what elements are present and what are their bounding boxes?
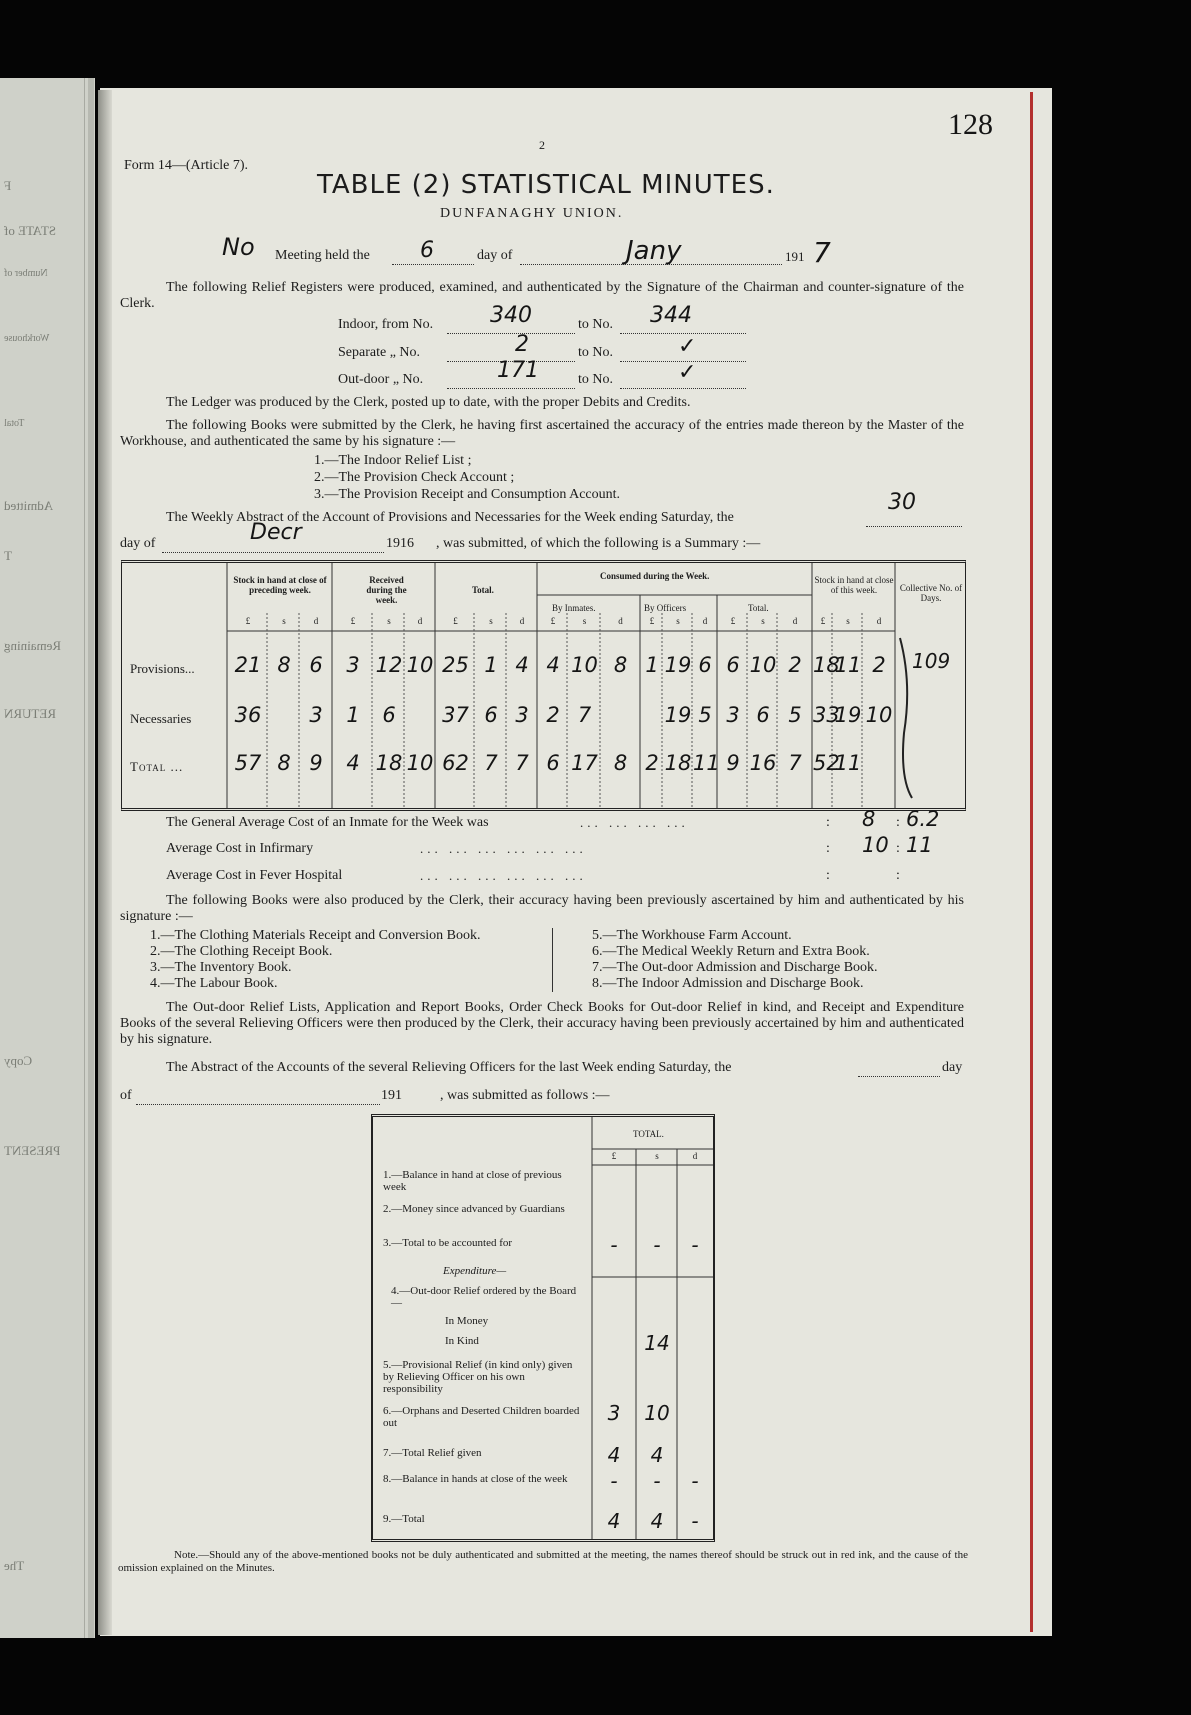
lsd-header-cell: d: [792, 616, 798, 626]
lsd-header-cell: s: [761, 616, 765, 626]
summary-cell: 4: [515, 653, 529, 677]
average-shillings: 8: [862, 807, 876, 831]
relief-value-cell: -: [653, 1469, 661, 1493]
summary-cell: 18: [813, 653, 840, 677]
summary-cell: 36: [234, 703, 262, 727]
relief-value-cell: 4: [607, 1509, 621, 1533]
register-indoor-label: Indoor, from No.: [338, 317, 434, 332]
summary-cell: 1: [346, 703, 360, 727]
relief-value-cell: 10: [644, 1401, 670, 1425]
lsd-header-cell: £: [350, 616, 356, 626]
register-outdoor-to-label: to No.: [578, 372, 613, 387]
header-stock-start: Stock in hand at close of preceding week.: [233, 575, 327, 595]
books-paragraph: The following Books were submitted by the Clerk, he having first ascertained the accuracy of the entries made thereon by the Master of the Workhouse, and authenticated the same by his signature :—: [120, 418, 964, 449]
show-through-text: Total: [4, 418, 25, 429]
register-outdoor-from: 171: [497, 358, 539, 383]
summary-cell: 6: [309, 653, 323, 677]
books-divider: [552, 928, 553, 992]
average-leader-dots: ... ... ... ... ... ...: [420, 841, 587, 856]
abstract-year: 191: [381, 1088, 402, 1103]
lsd-header-cell: £: [245, 616, 251, 626]
abstract-text: The Abstract of the Accounts of the several Relieving Officers for the last Week ending Saturday, the: [166, 1060, 732, 1075]
summary-cell: 12: [375, 653, 403, 677]
summary-cell: 10: [865, 703, 893, 727]
lsd-header-cell: s: [387, 616, 391, 626]
book2-item: 2.—The Clothing Receipt Book.: [150, 944, 333, 959]
summary-cell: 19: [834, 703, 862, 727]
show-through-text: Workhouse: [4, 333, 50, 344]
summary-cell: 37: [442, 703, 469, 727]
average-colon: :: [896, 868, 900, 883]
book2-item: 1.—The Clothing Materials Receipt and Conversion Book.: [150, 928, 481, 943]
weekly-abstract-text: The Weekly Abstract of the Account of Provisions and Necessaries for the Week ending Saturday, the: [166, 510, 734, 525]
summary-cell: 10: [406, 653, 434, 677]
relief-value-cell: -: [610, 1469, 618, 1493]
summary-cell: 6: [756, 703, 770, 727]
abstract-date-line: [136, 1098, 380, 1105]
relief-abstract-table: [371, 1114, 715, 1542]
meeting-number: No: [222, 233, 255, 261]
summary-cell: 2: [872, 653, 886, 677]
average-leader-dots: ... ... ... ...: [580, 815, 689, 830]
summary-cell: 19: [664, 653, 692, 677]
average-colon: :: [896, 815, 900, 830]
show-through-text: F: [4, 178, 12, 193]
inner-page-number: 2: [539, 138, 545, 152]
meeting-day-of-label: day of: [477, 248, 513, 263]
book2-item: 6.—The Medical Weekly Return and Extra Book.: [592, 944, 870, 959]
summary-cell: 3: [515, 703, 529, 727]
relief-value-cell: 4: [650, 1443, 664, 1467]
weekly-abstract-day-of: day of: [120, 536, 156, 551]
summary-cell: 6: [382, 703, 396, 727]
summary-cell: 1: [484, 653, 498, 677]
relief-row-label: In Money: [445, 1315, 489, 1327]
summary-cell: 1: [645, 653, 659, 677]
lsd-header-cell: s: [676, 616, 680, 626]
registers-paragraph: The following Relief Registers were produced, examined, and authenticated by the Signature of the Chairman and counter-signature of the Clerk.: [120, 280, 964, 311]
summary-cell: 8: [277, 653, 291, 677]
average-shillings: 10: [862, 833, 889, 857]
ledger-text: The Ledger was produced by the Clerk, posted up to date, with the proper Debits and Credits.: [166, 395, 691, 410]
lsd-header-cell: s: [489, 616, 493, 626]
union-name: DUNFANAGHY UNION.: [440, 206, 624, 221]
average-label: The General Average Cost of an Inmate for the Week was: [166, 815, 489, 830]
relief-row-label: 7.—Total Relief given: [383, 1447, 482, 1459]
summary-cell: 4: [346, 751, 360, 775]
facing-page-edge: [0, 78, 95, 1638]
relief-value-cell: -: [691, 1233, 699, 1257]
summary-cell: 62: [442, 751, 469, 775]
summary-row-label: Necessaries: [130, 711, 192, 726]
summary-cell: 7: [577, 703, 592, 727]
meeting-year-prefix: 191: [785, 249, 805, 264]
relief-row-label: 5.—Provisional Relief (in kind only) given by Relieving Officer on his own responsibility: [383, 1359, 573, 1395]
weekly-abstract-month: Decr: [250, 520, 302, 545]
summary-cell: 16: [749, 751, 777, 775]
weekly-abstract-summary-text: , was submitted, of which the following is a Summary :—: [436, 536, 761, 551]
margin-rule: [1030, 92, 1033, 1632]
summary-cell: 18: [375, 751, 403, 775]
relief-value-cell: 4: [650, 1509, 664, 1533]
relief-row-label: 9.—Total: [383, 1513, 425, 1525]
show-through-text: Number of: [4, 268, 48, 279]
summary-cell: 2: [546, 703, 560, 727]
summary-row-label: Provisions...: [130, 661, 195, 676]
meeting-year-suffix: 7: [813, 236, 831, 269]
summary-cell: 7: [515, 751, 529, 775]
weekly-abstract-day: 30: [888, 490, 916, 515]
summary-cell: 11: [834, 751, 862, 775]
average-colon: :: [826, 815, 830, 830]
relief-lsd-header-cell: d: [692, 1151, 698, 1161]
summary-cell: 6: [698, 653, 712, 677]
summary-cell: 17: [571, 751, 598, 775]
abstract-day-label: day: [942, 1060, 963, 1075]
summary-cell: 10: [749, 653, 777, 677]
header-received: Received during the week.: [366, 575, 407, 605]
summary-cell: 6: [484, 703, 498, 727]
lsd-header-cell: d: [702, 616, 708, 626]
summary-cell: 10: [406, 751, 434, 775]
summary-cell: 2: [645, 751, 659, 775]
show-through-text: The: [4, 1558, 25, 1573]
relief-row-label: 8.—Balance in hands at close of the week: [383, 1473, 568, 1485]
summary-cell: 5: [698, 703, 712, 727]
average-leader-dots: ... ... ... ... ... ...: [420, 868, 587, 883]
relief-row-label: Expenditure—: [443, 1265, 507, 1277]
book-gutter: [98, 90, 112, 1635]
lsd-header-cell: £: [550, 616, 556, 626]
relief-abstract-total-header: TOTAL.: [633, 1129, 664, 1139]
meeting-day: 6: [420, 238, 434, 263]
summary-cell: 8: [613, 751, 628, 775]
book-item-2: 2.—The Provision Check Account ;: [314, 470, 515, 485]
relief-value-cell: -: [610, 1233, 618, 1257]
lsd-header-cell: d: [313, 616, 319, 626]
page-number: 128: [948, 108, 993, 141]
summary-cell: 25: [442, 653, 469, 677]
relief-value-cell: 4: [607, 1443, 621, 1467]
header-stock-end: Stock in hand at close of this week.: [814, 575, 894, 595]
summary-cell: 21: [234, 653, 262, 677]
relief-value-cell: -: [691, 1509, 699, 1533]
header-total: Total.: [472, 585, 494, 595]
average-colon: :: [826, 841, 830, 856]
summary-table: [121, 560, 966, 811]
relief-row-label: 3.—Total to be accounted for: [383, 1237, 513, 1249]
average-colon: :: [826, 868, 830, 883]
weekly-abstract-year: 1916: [386, 536, 414, 551]
average-pence: 6.2: [906, 807, 940, 831]
summary-cell: 3: [726, 703, 740, 727]
summary-cell: 33: [813, 703, 840, 727]
summary-cell: 57: [234, 751, 262, 775]
summary-cell: 5: [788, 703, 802, 727]
summary-row-label: Total ...: [130, 759, 184, 774]
header-collective: Collective No. of Days.: [899, 583, 963, 603]
summary-cell: 9: [309, 751, 323, 775]
abstract-submitted-text: , was submitted as follows :—: [440, 1088, 610, 1103]
average-label: Average Cost in Fever Hospital: [166, 868, 343, 883]
lsd-header-cell: s: [846, 616, 850, 626]
register-outdoor-to: ✓: [678, 360, 697, 385]
book2-item: 7.—The Out-door Admission and Discharge Book.: [592, 960, 878, 975]
weekly-abstract-month-line: [162, 546, 384, 553]
footnote: Note.—Should any of the above-mentioned books not be duly authenticated and submitted at the meeting, the names thereof should be struck out in red ink, and the cause of the omission explained on the Minutes.: [118, 1549, 968, 1574]
show-through-text: PRESENT: [4, 1143, 61, 1158]
header-by-inmates: By Inmates.: [552, 603, 596, 613]
summary-cell: 8: [613, 653, 628, 677]
register-indoor-from: 340: [490, 303, 532, 328]
book2-item: 3.—The Inventory Book.: [150, 960, 292, 975]
book2-item: 8.—The Indoor Admission and Discharge Book.: [592, 976, 864, 991]
relief-value-cell: 3: [607, 1401, 621, 1425]
show-through-text: Admitted: [4, 498, 54, 513]
register-outdoor-label: Out-door „ No.: [338, 372, 424, 387]
register-separate-to-label: to No.: [578, 345, 613, 360]
lsd-header-cell: s: [282, 616, 286, 626]
register-separate-label: Separate „ No.: [338, 345, 421, 360]
lsd-header-cell: £: [730, 616, 736, 626]
show-through-text: RETURN: [4, 706, 56, 721]
summary-cell: 52: [813, 751, 840, 775]
lsd-header-cell: s: [582, 616, 587, 626]
book-item-3: 3.—The Provision Receipt and Consumption Account.: [314, 487, 621, 502]
page-title: TABLE (2) STATISTICAL MINUTES.: [317, 170, 775, 200]
summary-cell: 10: [571, 653, 598, 677]
show-through-text: STATE of: [4, 223, 57, 238]
relief-row-label: 6.—Orphans and Deserted Children boarded out: [383, 1405, 580, 1429]
collective-days: 109: [912, 649, 951, 673]
summary-cell: 2: [788, 653, 802, 677]
register-indoor-to-label: to No.: [578, 317, 613, 332]
summary-cell: 19: [664, 703, 692, 727]
lsd-header-cell: £: [649, 616, 655, 626]
relief-lsd-header-cell: s: [655, 1151, 659, 1161]
register-separate-to: ✓: [678, 334, 697, 359]
summary-cell: 18: [664, 751, 692, 775]
abstract-of-label: of: [120, 1088, 132, 1103]
show-through-text: Remaining: [4, 638, 62, 653]
abstract-day-line: [858, 1070, 940, 1077]
lsd-header-cell: d: [417, 616, 423, 626]
register-indoor-from-line: [447, 327, 575, 334]
relief-lsd-header-cell: £: [611, 1151, 617, 1161]
books2-paragraph: The following Books were also produced by the Clerk, their accuracy having been previously ascertained by him and authenticated by his signature :—: [120, 893, 964, 924]
meeting-month: Jany: [626, 236, 682, 266]
register-indoor-to: 344: [650, 303, 692, 328]
summary-cell: 4: [546, 653, 560, 677]
register-separate-from: 2: [515, 332, 529, 357]
summary-cell: 11: [693, 751, 720, 775]
header-by-officers: By Officers: [644, 603, 687, 613]
book2-item: 4.—The Labour Book.: [150, 976, 278, 991]
summary-cell: 9: [726, 751, 740, 775]
meeting-held-label: Meeting held the: [275, 248, 370, 263]
summary-cell: 7: [788, 751, 802, 775]
show-through-text: Copy: [4, 1053, 33, 1068]
lsd-header-cell: £: [453, 616, 458, 626]
relief-row-label: 1.—Balance in hand at close of previous week: [383, 1169, 562, 1193]
register-outdoor-from-line: [447, 382, 575, 389]
summary-cell: 6: [726, 653, 740, 677]
lsd-header-cell: d: [519, 616, 525, 626]
average-label: Average Cost in Infirmary: [166, 841, 314, 856]
form-reference: Form 14—(Article 7).: [124, 158, 249, 173]
book2-item: 5.—The Workhouse Farm Account.: [592, 928, 792, 943]
relief-value-cell: 14: [644, 1331, 670, 1355]
weekly-abstract-day-line: [866, 520, 962, 527]
register-indoor-to-line: [620, 327, 746, 334]
book-item-1: 1.—The Indoor Relief List ;: [314, 453, 472, 468]
lsd-header-cell: d: [618, 616, 623, 626]
lsd-header-cell: d: [876, 616, 882, 626]
relief-row-label: In Kind: [445, 1335, 479, 1347]
relief-value-cell: -: [653, 1233, 661, 1257]
show-through-text: T: [4, 548, 12, 563]
summary-cell: 6: [546, 751, 560, 775]
relief-value-cell: -: [691, 1469, 699, 1493]
summary-cell: 3: [346, 653, 360, 677]
average-pence: 11: [906, 833, 933, 857]
summary-cell: 7: [484, 751, 498, 775]
header-consumed-total: Total.: [748, 603, 769, 613]
average-colon: :: [896, 841, 900, 856]
relief-row-label: 4.—Out-door Relief ordered by the Board—: [391, 1285, 577, 1309]
summary-cell: 3: [309, 703, 323, 727]
outdoor-paragraph: The Out-door Relief Lists, Application and Report Books, Order Check Books for Out-door Relief in kind, and Receipt and Expenditure Books of the several Relieving Officers were then produced by the Clerk, their accuracy having been previously accertained by him and authenticated by his signature.: [120, 1000, 964, 1047]
summary-cell: 11: [834, 653, 862, 677]
summary-cell: 8: [277, 751, 291, 775]
relief-row-label: 2.—Money since advanced by Guardians: [383, 1203, 565, 1215]
header-consumed: Consumed during the Week.: [600, 571, 710, 581]
lsd-header-cell: £: [820, 616, 826, 626]
